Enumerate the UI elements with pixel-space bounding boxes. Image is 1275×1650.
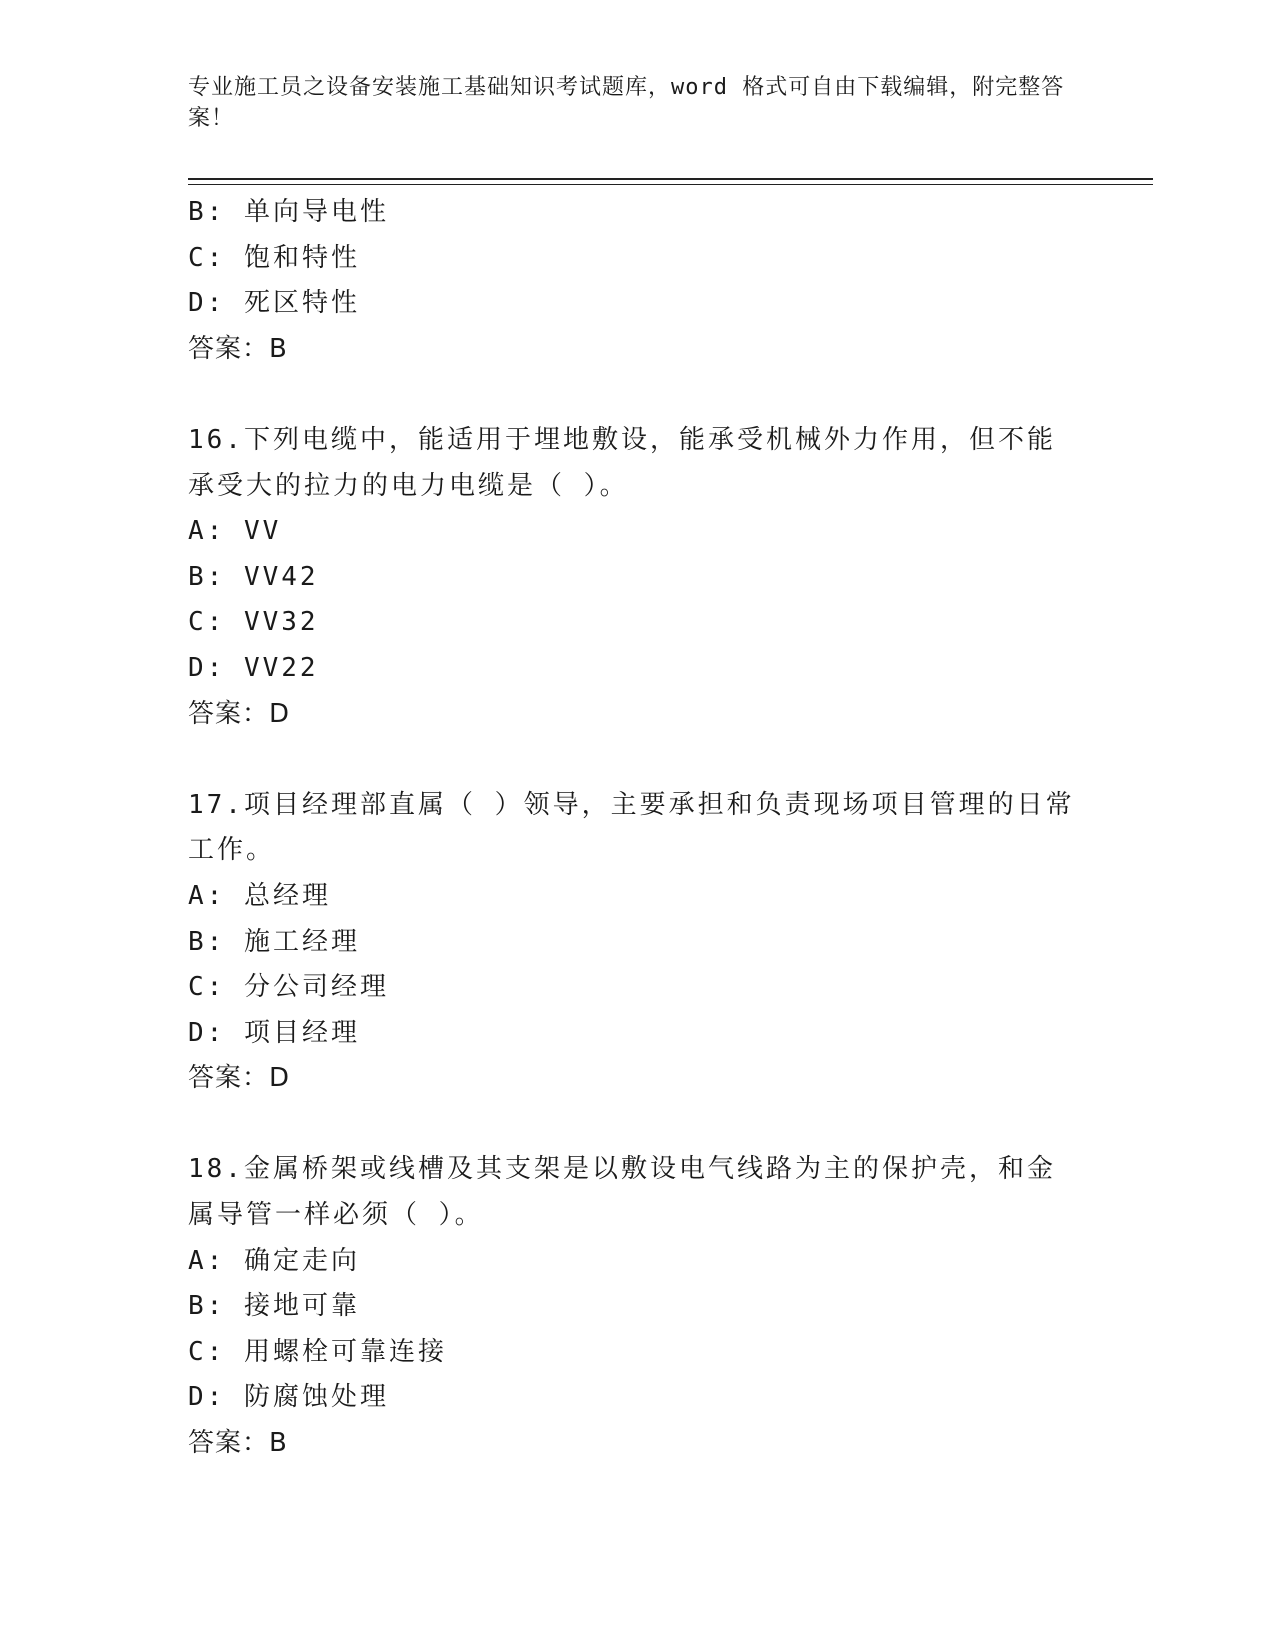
option-label: D: <box>188 1017 226 1048</box>
option-c <box>188 236 1088 282</box>
option-text: 防腐蚀处理 <box>243 1382 389 1413</box>
question-16 <box>188 418 1088 737</box>
option-c <box>188 1330 1088 1376</box>
question-continued <box>188 190 1088 372</box>
option-label: C: <box>188 242 226 273</box>
answer-line: 答案：D <box>188 1063 291 1094</box>
option-text: 死区特性 <box>243 288 360 319</box>
option-label: B: <box>188 926 226 957</box>
option-text: 接地可靠 <box>243 1291 360 1322</box>
option-label: D: <box>188 1382 226 1413</box>
question-number: 17. <box>188 789 244 820</box>
option-label: B: <box>188 197 226 227</box>
question-number: 18. <box>188 1154 244 1185</box>
option-a <box>188 874 1088 920</box>
header-divider-thick <box>188 178 1153 180</box>
document-header: 专业施工员之设备安装施工基础知识考试题库，word 格式可自由下载编辑，附完整答案！ <box>188 75 1065 131</box>
option-text: 饱和特性 <box>243 242 360 273</box>
option-label: C: <box>188 607 226 638</box>
option-c <box>188 965 1088 1011</box>
option-d <box>188 1375 1088 1421</box>
question-stem <box>188 418 1078 509</box>
option-text: VV32 <box>243 607 319 638</box>
option-label: C: <box>188 972 226 1003</box>
option-text: VV <box>243 516 282 547</box>
option-label: B: <box>188 1291 226 1322</box>
option-label: D: <box>188 288 226 319</box>
option-text: 分公司经理 <box>243 972 389 1003</box>
option-text: 单向导电性 <box>243 197 389 227</box>
option-text: 确定走向 <box>243 1245 360 1276</box>
option-b <box>188 920 1088 966</box>
question-spacer <box>188 737 1088 783</box>
option-text: VV42 <box>243 561 319 592</box>
option-text: 施工经理 <box>243 926 360 957</box>
answer-line: 答案：B <box>188 1428 288 1459</box>
option-b <box>188 1284 1088 1330</box>
question-18 <box>188 1147 1088 1466</box>
option-label: C: <box>188 1336 226 1367</box>
option-text: 总经理 <box>243 880 331 911</box>
option-label: A: <box>188 880 226 911</box>
answer-line: 答案：B <box>188 333 288 364</box>
option-text: VV22 <box>243 652 319 683</box>
question-number: 16. <box>188 424 244 455</box>
option-a <box>188 509 1088 555</box>
question-text: 项目经理部直属（ ）领导，主要承担和负责现场项目管理的日常工作。 <box>188 789 1075 866</box>
option-d <box>188 281 1088 327</box>
question-stem <box>188 1147 1078 1238</box>
question-spacer <box>188 1102 1088 1148</box>
option-label: B: <box>188 561 226 592</box>
option-text: 项目经理 <box>243 1017 360 1048</box>
option-d <box>188 646 1088 692</box>
option-b <box>188 190 1088 236</box>
question-text: 下列电缆中，能适用于埋地敷设，能承受机械外力作用，但不能承受大的拉力的电力电缆是（ ）。 <box>188 424 1056 501</box>
question-stem <box>188 783 1078 874</box>
question-spacer <box>188 372 1088 418</box>
answer-line: 答案：D <box>188 698 291 729</box>
option-d <box>188 1011 1088 1057</box>
option-c <box>188 600 1088 646</box>
question-list <box>188 190 1088 1467</box>
question-text: 金属桥架或线槽及其支架是以敷设电气线路为主的保护壳，和金属导管一样必须（ ）。 <box>188 1154 1056 1231</box>
option-label: D: <box>188 652 226 683</box>
header-divider-thin <box>188 184 1153 185</box>
option-text: 用螺栓可靠连接 <box>243 1336 447 1367</box>
option-a <box>188 1239 1088 1285</box>
option-label: A: <box>188 1245 226 1276</box>
question-17 <box>188 783 1088 1102</box>
option-b <box>188 555 1088 601</box>
option-label: A: <box>188 516 226 547</box>
